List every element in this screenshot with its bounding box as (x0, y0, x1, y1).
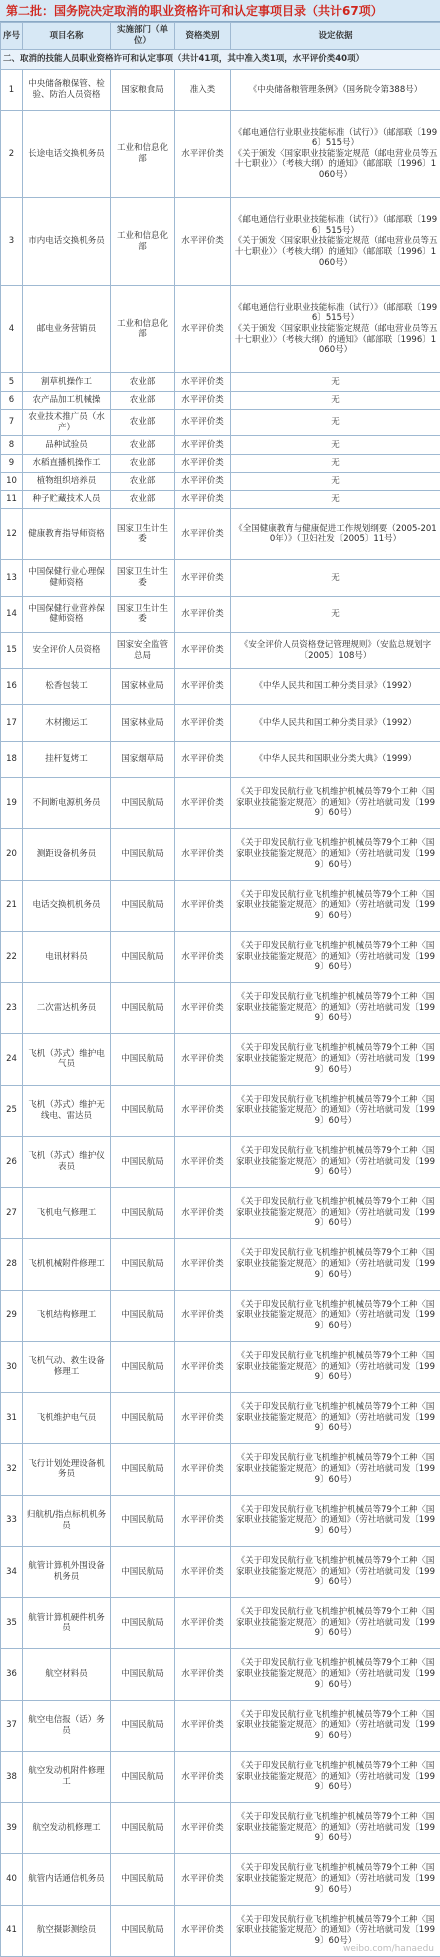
table-row (1, 1700, 440, 1751)
section-subtitle: 二、取消的技能人员职业资格许可和认定事项（共计41项，其中准入类1项，水平评价类40项） (1, 50, 440, 70)
cell-type: 水平评价类 (175, 509, 231, 560)
cell-dept: 工业和信息化部 (111, 110, 175, 198)
cell-dept: 中国民航局 (111, 1341, 175, 1392)
cell-dept: 中国民航局 (111, 1905, 175, 1956)
cell-basis: 《关于印发民航行业飞机维护机械员等79个工种〈国家职业技能鉴定规范〉的通知》（劳社培就司发〔1999〕60号） (231, 1598, 440, 1649)
cell-basis: 《关于印发民航行业飞机维护机械员等79个工种〈国家职业技能鉴定规范〉的通知》（劳社培就司发〔1999〕60号） (231, 1803, 440, 1854)
cell-no: 30 (1, 1341, 23, 1392)
cell-dept: 中国民航局 (111, 1444, 175, 1495)
table-row (1, 1546, 440, 1597)
table-row (1, 1188, 440, 1239)
cell-dept: 农业部 (111, 436, 175, 454)
cell-no: 31 (1, 1393, 23, 1444)
table-row (1, 285, 440, 373)
cell-basis: 《关于印发民航行业飞机维护机械员等79个工种〈国家职业技能鉴定规范〉的通知》（劳社培就司发〔1999〕60号） (231, 778, 440, 829)
cell-basis: 无 (231, 472, 440, 490)
cell-type: 水平评价类 (175, 1290, 231, 1341)
cell-dept: 中国民航局 (111, 1649, 175, 1700)
cell-dept: 农业部 (111, 391, 175, 409)
cell-name: 农产品加工机械操 (23, 391, 111, 409)
cell-name: 航空材料员 (23, 1649, 111, 1700)
cell-name: 松香包装工 (23, 669, 111, 705)
cell-type: 水平评价类 (175, 1649, 231, 1700)
cell-no: 22 (1, 931, 23, 982)
cell-type: 水平评价类 (175, 741, 231, 777)
cell-type: 水平评价类 (175, 1546, 231, 1597)
table-row (1, 1085, 440, 1136)
table-row (1, 1341, 440, 1392)
cell-no: 16 (1, 669, 23, 705)
cell-name: 飞机机械附件修理工 (23, 1239, 111, 1290)
cell-type: 水平评价类 (175, 669, 231, 705)
cell-name: 割草机操作工 (23, 373, 111, 391)
table-row (1, 983, 440, 1034)
cell-dept: 中国民航局 (111, 1598, 175, 1649)
qualification-table (0, 22, 440, 1957)
header-basis: 设定依据 (231, 23, 440, 50)
cell-basis: 《关于印发民航行业飞机维护机械员等79个工种〈国家职业技能鉴定规范〉的通知》（劳社培就司发〔1999〕60号） (231, 931, 440, 982)
cell-no: 21 (1, 880, 23, 931)
cell-basis: 《关于印发民航行业飞机维护机械员等79个工种〈国家职业技能鉴定规范〉的通知》（劳社培就司发〔1999〕60号） (231, 1239, 440, 1290)
table-row (1, 632, 440, 668)
cell-type: 水平评价类 (175, 1598, 231, 1649)
cell-dept: 农业部 (111, 454, 175, 472)
cell-name: 航管计算机外围设备机务员 (23, 1546, 111, 1597)
cell-no: 28 (1, 1239, 23, 1290)
cell-name: 木材搬运工 (23, 705, 111, 741)
table-row (1, 454, 440, 472)
cell-name: 飞机维护电气员 (23, 1393, 111, 1444)
cell-dept: 工业和信息化部 (111, 285, 175, 373)
cell-name: 电讯材料员 (23, 931, 111, 982)
cell-basis: 《中华人民共和国职业分类大典》（1999） (231, 741, 440, 777)
cell-basis: 《邮电通信行业职业技能标准（试行）》（邮部联〔1996〕515号） 《关于颁发〈国家职业技能鉴定规范（邮电营业员等五十七职业）〉（考核大纲）的通知》（邮部联〔1996〕1060号） (231, 285, 440, 373)
table-row (1, 741, 440, 777)
cell-type: 水平评价类 (175, 454, 231, 472)
cell-name: 飞机结构修理工 (23, 1290, 111, 1341)
cell-dept: 农业部 (111, 472, 175, 490)
table-row (1, 560, 440, 596)
cell-name: 植物组织培养员 (23, 472, 111, 490)
header-name: 项目名称 (23, 23, 111, 50)
cell-no: 3 (1, 198, 23, 286)
cell-basis: 《全国健康教育与健康促进工作规划纲要（2005-2010年）》（卫妇社发〔2005〕11号） (231, 509, 440, 560)
cell-type: 水平评价类 (175, 1085, 231, 1136)
cell-dept: 国家卫生计生委 (111, 560, 175, 596)
cell-basis: 《关于印发民航行业飞机维护机械员等79个工种〈国家职业技能鉴定规范〉的通知》（劳社培就司发〔1999〕60号） (231, 1341, 440, 1392)
cell-dept: 中国民航局 (111, 778, 175, 829)
cell-basis: 《关于印发民航行业飞机维护机械员等79个工种〈国家职业技能鉴定规范〉的通知》（劳社培就司发〔1999〕60号） (231, 1444, 440, 1495)
cell-type: 水平评价类 (175, 778, 231, 829)
cell-name: 长途电话交换机务员 (23, 110, 111, 198)
cell-dept: 中国民航局 (111, 1393, 175, 1444)
cell-basis: 《关于印发民航行业飞机维护机械员等79个工种〈国家职业技能鉴定规范〉的通知》（劳社培就司发〔1999〕60号） (231, 829, 440, 880)
table-row (1, 70, 440, 111)
cell-no: 27 (1, 1188, 23, 1239)
cell-dept: 国家卫生计生委 (111, 509, 175, 560)
cell-no: 29 (1, 1290, 23, 1341)
cell-type: 水平评价类 (175, 632, 231, 668)
table-row (1, 373, 440, 391)
table-row (1, 198, 440, 286)
cell-no: 20 (1, 829, 23, 880)
cell-type: 水平评价类 (175, 1444, 231, 1495)
table-row (1, 669, 440, 705)
cell-type: 水平评价类 (175, 596, 231, 632)
table-row (1, 596, 440, 632)
cell-type: 水平评价类 (175, 1341, 231, 1392)
cell-name: 健康教育指导师资格 (23, 509, 111, 560)
cell-no: 6 (1, 391, 23, 409)
cell-basis: 《关于印发民航行业飞机维护机械员等79个工种〈国家职业技能鉴定规范〉的通知》（劳社培就司发〔1999〕60号） (231, 1854, 440, 1905)
cell-dept: 中国民航局 (111, 1803, 175, 1854)
cell-no: 40 (1, 1854, 23, 1905)
cell-type: 水平评价类 (175, 1803, 231, 1854)
cell-name: 航空摄影测绘员 (23, 1905, 111, 1956)
cell-basis: 《关于印发民航行业飞机维护机械员等79个工种〈国家职业技能鉴定规范〉的通知》（劳社培就司发〔1999〕60号） (231, 1546, 440, 1597)
cell-name: 二次雷达机务员 (23, 983, 111, 1034)
cell-name: 飞机（苏式）维护无线电、雷达员 (23, 1085, 111, 1136)
cell-type: 水平评价类 (175, 409, 231, 436)
cell-type: 水平评价类 (175, 1495, 231, 1546)
cell-basis: 《关于印发民航行业飞机维护机械员等79个工种〈国家职业技能鉴定规范〉的通知》（劳社培就司发〔1999〕60号） (231, 880, 440, 931)
cell-no: 14 (1, 596, 23, 632)
cell-no: 10 (1, 472, 23, 490)
cell-no: 32 (1, 1444, 23, 1495)
table-row (1, 1803, 440, 1854)
table-row (1, 1239, 440, 1290)
cell-name: 航管计算机硬件机务员 (23, 1598, 111, 1649)
cell-no: 5 (1, 373, 23, 391)
cell-basis: 无 (231, 391, 440, 409)
cell-type: 水平评价类 (175, 198, 231, 286)
cell-type: 水平评价类 (175, 1188, 231, 1239)
cell-dept: 中国民航局 (111, 931, 175, 982)
table-row (1, 1034, 440, 1085)
header-no: 序号 (1, 23, 23, 50)
cell-name: 电话交换机机务员 (23, 880, 111, 931)
cell-type: 水平评价类 (175, 472, 231, 490)
cell-name: 中国保健行业心理保健师资格 (23, 560, 111, 596)
cell-no: 23 (1, 983, 23, 1034)
cell-no: 39 (1, 1803, 23, 1854)
table-row (1, 705, 440, 741)
cell-dept: 国家粮食局 (111, 70, 175, 111)
cell-name: 不间断电源机务员 (23, 778, 111, 829)
cell-no: 7 (1, 409, 23, 436)
section-subtitle-row (1, 50, 440, 70)
cell-dept: 农业部 (111, 490, 175, 508)
cell-no: 36 (1, 1649, 23, 1700)
cell-basis: 《关于印发民航行业飞机维护机械员等79个工种〈国家职业技能鉴定规范〉的通知》（劳社培就司发〔1999〕60号） (231, 1393, 440, 1444)
table-row (1, 409, 440, 436)
cell-basis: 《中华人民共和国工种分类目录》（1992） (231, 669, 440, 705)
cell-no: 1 (1, 70, 23, 111)
cell-basis: 《关于印发民航行业飞机维护机械员等79个工种〈国家职业技能鉴定规范〉的通知》（劳社培就司发〔1999〕60号） (231, 983, 440, 1034)
cell-type: 准入类 (175, 70, 231, 111)
cell-basis: 《中央储备粮管理条例》（国务院令第388号） (231, 70, 440, 111)
cell-dept: 农业部 (111, 409, 175, 436)
cell-no: 2 (1, 110, 23, 198)
table-row (1, 436, 440, 454)
cell-type: 水平评价类 (175, 1751, 231, 1802)
cell-no: 26 (1, 1136, 23, 1187)
cell-no: 18 (1, 741, 23, 777)
cell-name: 归航机/指点标机机务员 (23, 1495, 111, 1546)
cell-type: 水平评价类 (175, 110, 231, 198)
cell-no: 9 (1, 454, 23, 472)
table-row (1, 110, 440, 198)
cell-name: 邮电业务营销员 (23, 285, 111, 373)
cell-no: 15 (1, 632, 23, 668)
cell-type: 水平评价类 (175, 560, 231, 596)
cell-type: 水平评价类 (175, 373, 231, 391)
table-row (1, 1751, 440, 1802)
cell-name: 航空电信报（话）务员 (23, 1700, 111, 1751)
cell-name: 飞行计划处理设备机务员 (23, 1444, 111, 1495)
cell-no: 37 (1, 1700, 23, 1751)
cell-basis: 《邮电通信行业职业技能标准（试行）》（邮部联〔1996〕515号） 《关于颁发〈国家职业技能鉴定规范（邮电营业员等五十七职业）〉（考核大纲）的通知》（邮部联〔1996〕1060号） (231, 110, 440, 198)
cell-basis: 无 (231, 490, 440, 508)
cell-basis: 《安全评价人员资格登记管理规则》（安监总规划字〔2005〕108号） (231, 632, 440, 668)
cell-basis: 无 (231, 373, 440, 391)
cell-name: 农业技术推广员（水产） (23, 409, 111, 436)
table-body (1, 50, 440, 1957)
cell-no: 24 (1, 1034, 23, 1085)
cell-type: 水平评价类 (175, 1393, 231, 1444)
cell-name: 测距设备机务员 (23, 829, 111, 880)
cell-dept: 中国民航局 (111, 1546, 175, 1597)
cell-dept: 中国民航局 (111, 880, 175, 931)
cell-no: 4 (1, 285, 23, 373)
header-type: 资格类别 (175, 23, 231, 50)
cell-dept: 中国民航局 (111, 1188, 175, 1239)
cell-dept: 中国民航局 (111, 1034, 175, 1085)
cell-no: 11 (1, 490, 23, 508)
cell-basis: 无 (231, 560, 440, 596)
cell-no: 41 (1, 1905, 23, 1956)
table-row (1, 931, 440, 982)
cell-basis: 《关于印发民航行业飞机维护机械员等79个工种〈国家职业技能鉴定规范〉的通知》（劳社培就司发〔1999〕60号） (231, 1188, 440, 1239)
table-row (1, 391, 440, 409)
cell-name: 航空发动机修理工 (23, 1803, 111, 1854)
cell-dept: 国家烟草局 (111, 741, 175, 777)
table-row (1, 778, 440, 829)
table-row (1, 1598, 440, 1649)
cell-type: 水平评价类 (175, 931, 231, 982)
cell-name: 中国保健行业营养保健师资格 (23, 596, 111, 632)
cell-basis: 《关于印发民航行业飞机维护机械员等79个工种〈国家职业技能鉴定规范〉的通知》（劳社培就司发〔1999〕60号） (231, 1034, 440, 1085)
table-row (1, 1649, 440, 1700)
cell-type: 水平评价类 (175, 1239, 231, 1290)
table-row (1, 1854, 440, 1905)
cell-type: 水平评价类 (175, 1034, 231, 1085)
cell-dept: 国家安全监管总局 (111, 632, 175, 668)
table-row (1, 472, 440, 490)
cell-name: 航管内话通信机务员 (23, 1854, 111, 1905)
cell-type: 水平评价类 (175, 490, 231, 508)
cell-basis: 《关于印发民航行业飞机维护机械员等79个工种〈国家职业技能鉴定规范〉的通知》（劳社培就司发〔1999〕60号） (231, 1136, 440, 1187)
cell-dept: 中国民航局 (111, 829, 175, 880)
cell-dept: 中国民航局 (111, 1700, 175, 1751)
cell-type: 水平评价类 (175, 829, 231, 880)
cell-no: 25 (1, 1085, 23, 1136)
cell-dept: 农业部 (111, 373, 175, 391)
cell-no: 34 (1, 1546, 23, 1597)
cell-dept: 中国民航局 (111, 1290, 175, 1341)
cell-name: 挂杆复烤工 (23, 741, 111, 777)
cell-dept: 国家林业局 (111, 705, 175, 741)
table-row (1, 1136, 440, 1187)
cell-dept: 中国民航局 (111, 1136, 175, 1187)
cell-no: 35 (1, 1598, 23, 1649)
cell-no: 17 (1, 705, 23, 741)
cell-name: 飞机（苏式）维护仪表员 (23, 1136, 111, 1187)
cell-no: 38 (1, 1751, 23, 1802)
cell-type: 水平评价类 (175, 705, 231, 741)
cell-basis: 《邮电通信行业职业技能标准（试行）》（邮部联〔1996〕515号） 《关于颁发〈国家职业技能鉴定规范（邮电营业员等五十七职业）〉（考核大纲）的通知》（邮部联〔1996〕1060号） (231, 198, 440, 286)
cell-no: 8 (1, 436, 23, 454)
table-row (1, 829, 440, 880)
cell-basis: 《关于印发民航行业飞机维护机械员等79个工种〈国家职业技能鉴定规范〉的通知》（劳社培就司发〔1999〕60号） (231, 1700, 440, 1751)
cell-type: 水平评价类 (175, 983, 231, 1034)
cell-name: 中央储备粮保管、检验、防治人员资格 (23, 70, 111, 111)
cell-type: 水平评价类 (175, 1136, 231, 1187)
cell-basis: 《关于印发民航行业飞机维护机械员等79个工种〈国家职业技能鉴定规范〉的通知》（劳社培就司发〔1999〕60号） (231, 1905, 440, 1956)
cell-type: 水平评价类 (175, 391, 231, 409)
cell-basis: 《关于印发民航行业飞机维护机械员等79个工种〈国家职业技能鉴定规范〉的通知》（劳社培就司发〔1999〕60号） (231, 1085, 440, 1136)
cell-dept: 中国民航局 (111, 1854, 175, 1905)
cell-name: 安全评价人员资格 (23, 632, 111, 668)
cell-type: 水平评价类 (175, 285, 231, 373)
watermark: weibo.com/hanaedu (343, 1944, 434, 1954)
cell-name: 水稻直播机操作工 (23, 454, 111, 472)
cell-name: 市内电话交换机务员 (23, 198, 111, 286)
cell-basis: 无 (231, 596, 440, 632)
table-row (1, 490, 440, 508)
table-row (1, 1444, 440, 1495)
cell-type: 水平评价类 (175, 1700, 231, 1751)
cell-dept: 国家卫生计生委 (111, 596, 175, 632)
cell-dept: 中国民航局 (111, 1239, 175, 1290)
cell-no: 13 (1, 560, 23, 596)
header-dept: 实施部门（单位） (111, 23, 175, 50)
cell-type: 水平评价类 (175, 1905, 231, 1956)
table-row (1, 1495, 440, 1546)
cell-basis: 《关于印发民航行业飞机维护机械员等79个工种〈国家职业技能鉴定规范〉的通知》（劳社培就司发〔1999〕60号） (231, 1751, 440, 1802)
table-row (1, 509, 440, 560)
cell-no: 33 (1, 1495, 23, 1546)
cell-name: 飞机电气修理工 (23, 1188, 111, 1239)
cell-type: 水平评价类 (175, 1854, 231, 1905)
cell-name: 种子贮藏技术人员 (23, 490, 111, 508)
cell-name: 飞机（苏式）维护电气员 (23, 1034, 111, 1085)
table-row (1, 880, 440, 931)
cell-dept: 国家林业局 (111, 669, 175, 705)
table-row (1, 1393, 440, 1444)
cell-dept: 工业和信息化部 (111, 198, 175, 286)
cell-name: 航空发动机附件修理工 (23, 1751, 111, 1802)
cell-basis: 《关于印发民航行业飞机维护机械员等79个工种〈国家职业技能鉴定规范〉的通知》（劳社培就司发〔1999〕60号） (231, 1495, 440, 1546)
table-header-row (1, 23, 440, 50)
cell-type: 水平评价类 (175, 436, 231, 454)
cell-type: 水平评价类 (175, 880, 231, 931)
cell-basis: 无 (231, 454, 440, 472)
cell-basis: 《中华人民共和国工种分类目录》（1992） (231, 705, 440, 741)
cell-basis: 无 (231, 409, 440, 436)
cell-name: 品种试验员 (23, 436, 111, 454)
cell-dept: 中国民航局 (111, 983, 175, 1034)
cell-dept: 中国民航局 (111, 1085, 175, 1136)
page-title: 第二批：国务院决定取消的职业资格许可和认定事项目录（共计67项） (0, 0, 440, 22)
cell-name: 飞机气动、救生设备修理工 (23, 1341, 111, 1392)
cell-dept: 中国民航局 (111, 1495, 175, 1546)
cell-basis: 《关于印发民航行业飞机维护机械员等79个工种〈国家职业技能鉴定规范〉的通知》（劳社培就司发〔1999〕60号） (231, 1649, 440, 1700)
cell-basis: 无 (231, 436, 440, 454)
cell-no: 19 (1, 778, 23, 829)
table-row (1, 1290, 440, 1341)
cell-basis: 《关于印发民航行业飞机维护机械员等79个工种〈国家职业技能鉴定规范〉的通知》（劳社培就司发〔1999〕60号） (231, 1290, 440, 1341)
cell-no: 12 (1, 509, 23, 560)
cell-dept: 中国民航局 (111, 1751, 175, 1802)
